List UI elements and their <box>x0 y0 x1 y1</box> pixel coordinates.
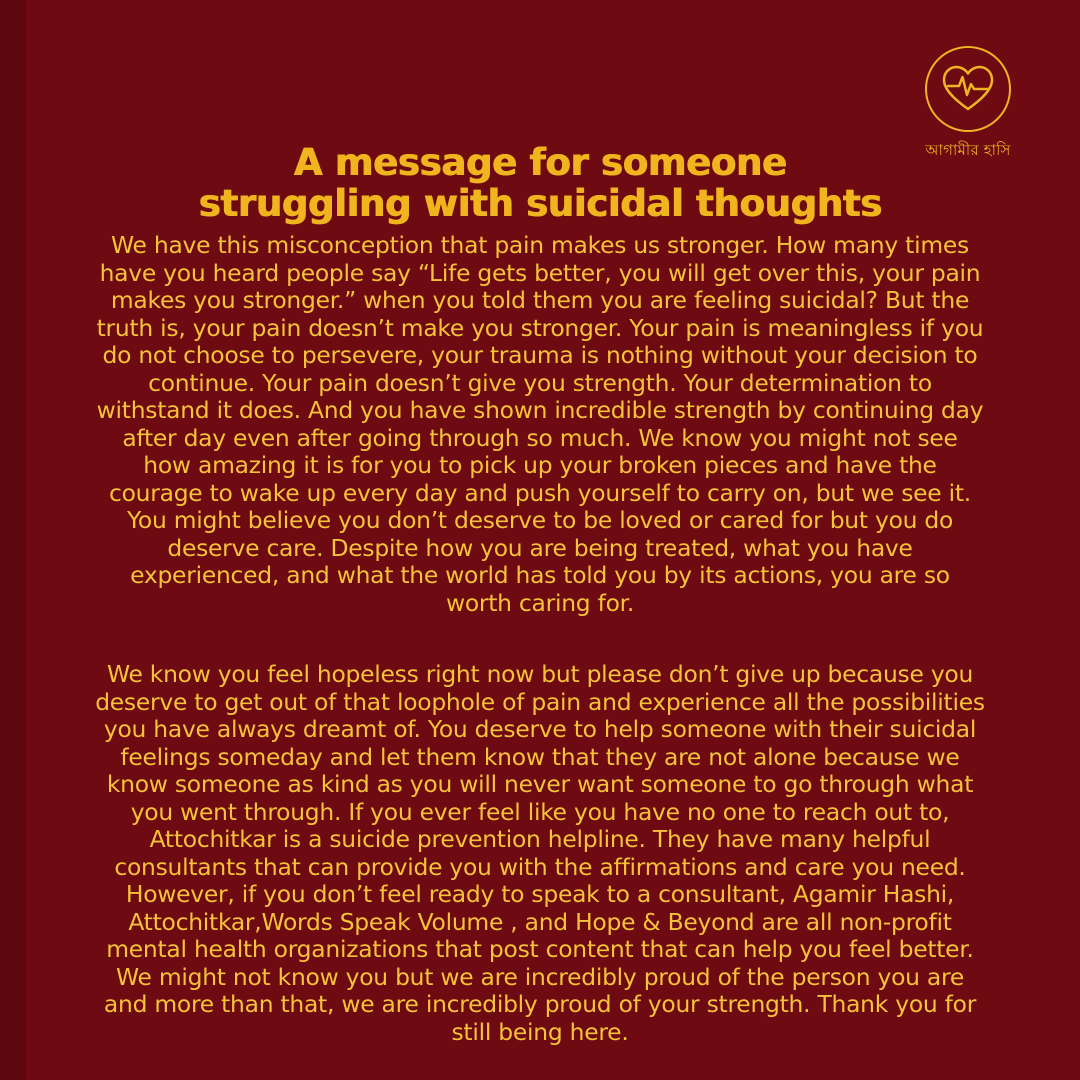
heart-pulse-icon <box>925 46 1011 132</box>
body-copy <box>95 232 985 1046</box>
page-title-line-2: struggling with suicidal thoughts <box>198 182 882 226</box>
brand-caption: আগামীর হাসি <box>925 141 1011 159</box>
paragraph-2: We know you feel hopeless right now but please don’t give up because you deserve to get out of that loophole of pain and experience all the possibilities you have always dreamt of. You deserve to help someone with their suicidal feelings someday and let them know that they are not alone because we know someone as kind as you will never want someone to go through what you went through. If you ever feel like you have no one to reach out to, Attochitkar is a suicide prevention helpline. They have many helpful consultants that can provide you with the affirmations and care you need. However, if you don’t feel ready to speak to a consultant, Agamir Hashi, Attochitkar,Words Speak Volume , and Hope & Beyond are all non-profit mental health organizations that post content that can help you feel better. We might not know you but we are incredibly proud of the person you are and more than that, we are incredibly proud of your strength. Thank you for still being here. <box>95 660 985 1046</box>
page-title <box>0 142 1080 225</box>
paragraph-1: We have this misconception that pain makes us stronger. How many times have you heard people say “Life gets better, you will get over this, your pain makes you stronger.” when you told them you are feeling suicidal? But the truth is, your pain doesn’t make you stronger. Your pain is meaningless if you do not choose to persevere, your trauma is nothing without your decision to continue. Your pain doesn’t give you strength. Your determination to withstand it does. And you have shown incredible strength by continuing day after day even after going through so much. We know you might not see how amazing it is for you to pick up your broken pieces and have the courage to wake up every day and push yourself to carry on, but we see it. You might believe you don’t deserve to be loved or cared for but you do deserve care. Despite how you are being treated, what you have experienced, and what the world has told you by its actions, you are so worth caring for. <box>96 231 984 617</box>
page-title-line-1: A message for someone <box>293 141 787 184</box>
